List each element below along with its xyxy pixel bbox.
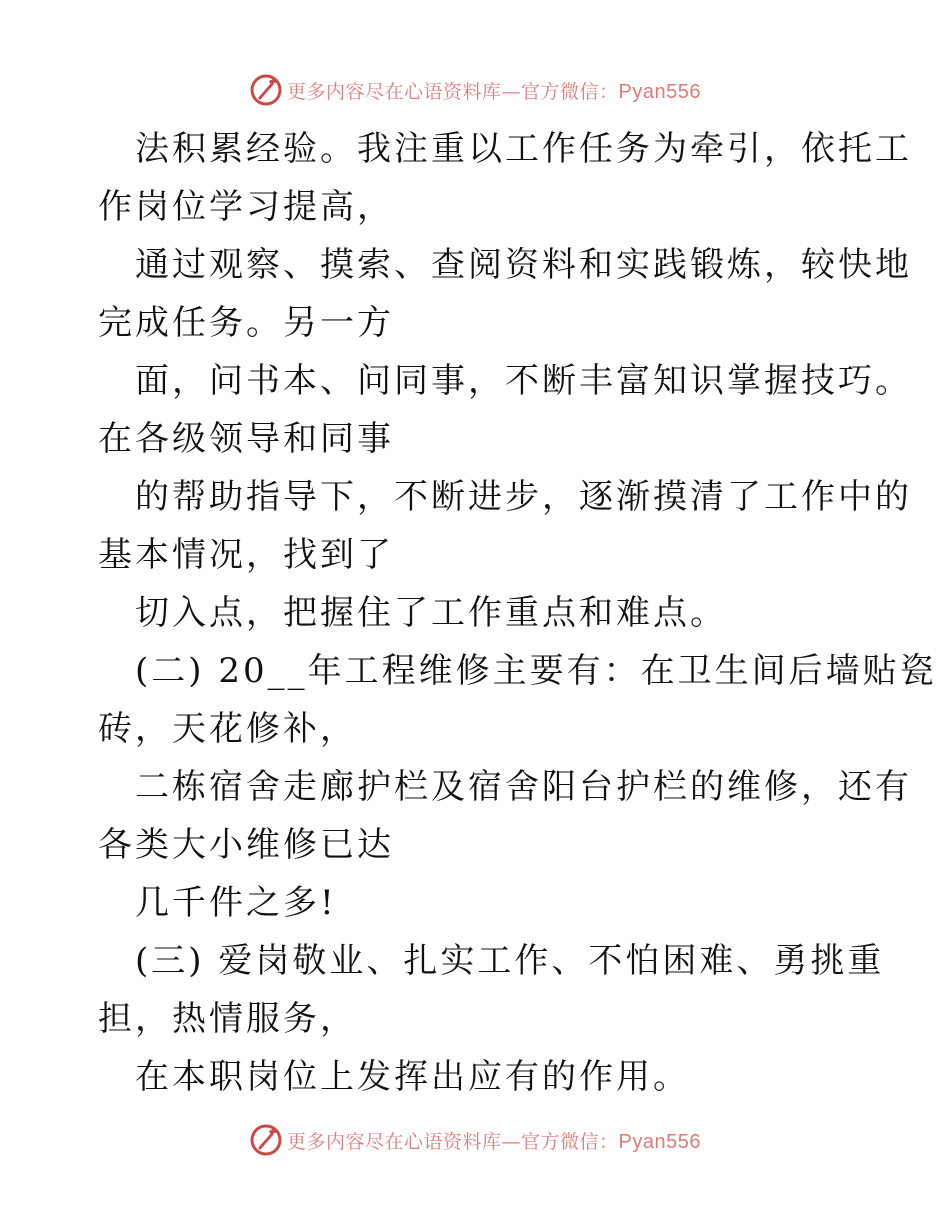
watermark-header bbox=[0, 70, 950, 110]
text-line: 几千件之多! bbox=[135, 883, 337, 923]
watermark-text: 更多内容尽在心语资料库—官方微信： bbox=[287, 80, 619, 103]
text-line: 完成任务。另一方 bbox=[98, 303, 394, 343]
text-line: 在各级领导和同事 bbox=[98, 419, 394, 459]
watermark-footer bbox=[0, 1120, 950, 1160]
text-line: 面，问书本、问同事，不断丰富知识掌握技巧。 bbox=[135, 361, 912, 401]
text-line: (三) 爱岗敬业、扎实工作、不怕困难、勇挑重 bbox=[135, 941, 885, 981]
text-line: 二栋宿舍走廊护栏及宿舍阳台护栏的维修，还有 bbox=[135, 767, 912, 807]
text-line: 通过观察、摸索、查阅资料和实践锻炼，较快地 bbox=[135, 245, 912, 285]
text-line: 作岗位学习提高， bbox=[98, 187, 394, 227]
quill-logo-icon bbox=[249, 73, 283, 107]
text-line: (二) 20__年工程维修主要有：在卫生间后墙贴瓷 bbox=[135, 651, 937, 691]
text-line: 的帮助指导下，不断进步，逐渐摸清了工作中的 bbox=[135, 477, 912, 517]
quill-logo-icon bbox=[249, 1123, 283, 1157]
watermark-text: 更多内容尽在心语资料库—官方微信： bbox=[287, 1130, 619, 1153]
watermark-wechat-id: Pyan556 bbox=[618, 80, 701, 103]
text-line: 切入点，把握住了工作重点和难点。 bbox=[135, 593, 727, 633]
watermark-wechat-id: Pyan556 bbox=[618, 1130, 701, 1153]
text-line: 法积累经验。我注重以工作任务为牵引，依托工 bbox=[135, 129, 912, 169]
document-body bbox=[98, 120, 937, 1106]
text-line: 担，热情服务， bbox=[98, 999, 357, 1039]
text-line: 各类大小维修已达 bbox=[98, 825, 394, 865]
text-line: 在本职岗位上发挥出应有的作用。 bbox=[135, 1057, 690, 1097]
text-line: 基本情况，找到了 bbox=[98, 535, 394, 575]
text-line: 砖，天花修补， bbox=[98, 709, 357, 749]
